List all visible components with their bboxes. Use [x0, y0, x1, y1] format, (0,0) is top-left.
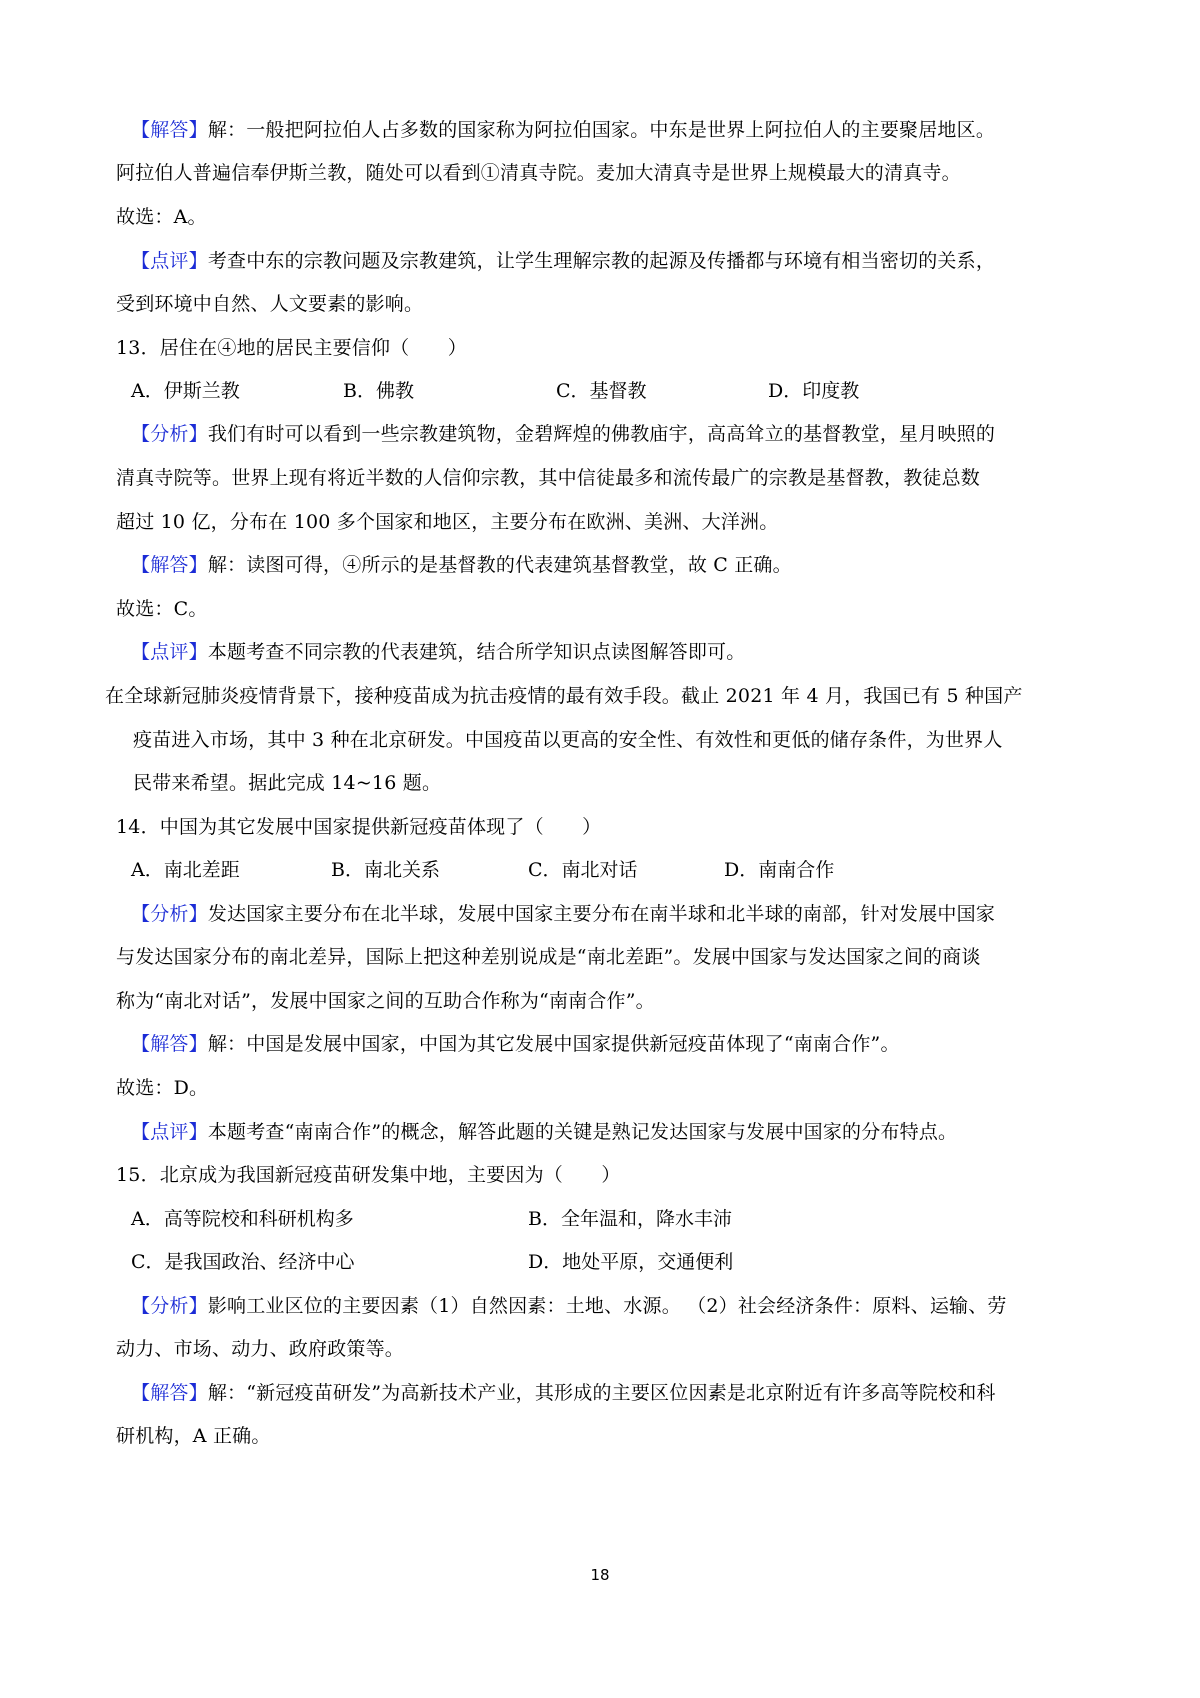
q12-jieda-line2: 阿拉伯人普遍信奉伊斯兰教，随处可以看到①清真寺院。麦加大清真寺是世界上规模最大的清真寺。 — [116, 162, 961, 184]
dianping-tag: 【点评】 — [131, 250, 208, 272]
q15-question: 15．北京成为我国新冠疫苗研发集中地，主要因为（ ） — [116, 1164, 621, 1186]
q15-option-d: D．地处平原，交通便利 — [528, 1251, 734, 1273]
jieda-tag: 【解答】 — [131, 119, 208, 141]
q14-option-a: A．南北差距 — [131, 859, 240, 881]
q13-option-d: D．印度教 — [768, 380, 860, 402]
q14-option-b: B．南北关系 — [331, 859, 440, 881]
q13-dianping-line1: 【点评】本题考查不同宗教的代表建筑，结合所学知识点读图解答即可。 — [131, 641, 746, 663]
q15-option-c: C．是我国政治、经济中心 — [131, 1251, 355, 1273]
q13-fenxi-line2: 清真寺院等。世界上现有将近半数的人信仰宗教，其中信徒最多和流传最广的宗教是基督教，教徒总数 — [116, 467, 981, 489]
jieda-tag: 【解答】 — [131, 1382, 208, 1404]
q15-jieda-line1: 【解答】解：“新冠疫苗研发”为高新技术产业，其形成的主要区位因素是北京附近有许多高等院校和科 — [131, 1382, 996, 1404]
q12-dianping-line1: 【点评】考查中东的宗教问题及宗教建筑，让学生理解宗教的起源及传播都与环境有相当密切的关系， — [131, 250, 996, 272]
fenxi-tag: 【分析】 — [131, 903, 208, 925]
fenxi-tag: 【分析】 — [131, 423, 208, 445]
q13-answer: 故选：C。 — [116, 598, 208, 620]
q14-fenxi-line2: 与发达国家分布的南北差异，国际上把这种差别说成是“南北差距”。发展中国家与发达国家之间的商谈 — [116, 946, 981, 968]
q14-option-d: D．南南合作 — [724, 859, 835, 881]
q15-fenxi-line1: 【分析】影响工业区位的主要因素（1）自然因素：土地、水源。 （2）社会经济条件：原料、运输、劳 — [131, 1295, 1007, 1317]
q13-option-b: B．佛教 — [343, 380, 414, 402]
page-number: 18 — [590, 1566, 610, 1584]
q14-dianping-line1: 【点评】本题考查“南南合作”的概念，解答此题的关键是熟记发达国家与发展中国家的分布特点。 — [131, 1121, 958, 1143]
q15-option-b: B．全年温和，降水丰沛 — [528, 1208, 732, 1230]
intro-line2: 疫苗进入市场，其中 3 种在北京研发。中国疫苗以更高的安全性、有效性和更低的储存条件，为世界人 — [133, 729, 1003, 751]
q12-dianping-line2: 受到环境中自然、人文要素的影响。 — [116, 293, 424, 315]
q15-option-a: A．高等院校和科研机构多 — [131, 1208, 354, 1230]
intro-line1: 在全球新冠肺炎疫情背景下，接种疫苗成为抗击疫情的最有效手段。截止 2021 年 4 月，我国已有 5 种国产 — [105, 685, 1023, 707]
q12-jieda-line1: 【解答】解：一般把阿拉伯人占多数的国家称为阿拉伯国家。中东是世界上阿拉伯人的主要聚居地区。 — [131, 119, 996, 141]
jieda-tag: 【解答】 — [131, 1033, 208, 1055]
dianping-tag: 【点评】 — [131, 641, 208, 663]
q13-option-a: A．伊斯兰教 — [131, 380, 240, 402]
q15-jieda-line2: 研机构，A 正确。 — [116, 1425, 271, 1447]
q13-jieda-line1: 【解答】解：读图可得，④所示的是基督教的代表建筑基督教堂，故 C 正确。 — [131, 554, 792, 576]
jieda-tag: 【解答】 — [131, 554, 208, 576]
q14-fenxi-line3: 称为“南北对话”，发展中国家之间的互助合作称为“南南合作”。 — [116, 990, 655, 1012]
q13-fenxi-line3: 超过 10 亿，分布在 100 多个国家和地区，主要分布在欧洲、美洲、大洋洲。 — [116, 511, 779, 533]
intro-line3: 民带来希望。据此完成 14~16 题。 — [133, 772, 442, 794]
q13-fenxi-line1: 【分析】我们有时可以看到一些宗教建筑物，金碧辉煌的佛教庙宇，高高耸立的基督教堂，星月映照的 — [131, 423, 996, 445]
q15-fenxi-line2: 动力、市场、动力、政府政策等。 — [116, 1338, 405, 1360]
q14-question: 14．中国为其它发展中国家提供新冠疫苗体现了（ ） — [116, 816, 602, 838]
q14-fenxi-line1: 【分析】发达国家主要分布在北半球，发展中国家主要分布在南半球和北半球的南部，针对发展中国家 — [131, 903, 996, 925]
q13-question: 13．居住在④地的居民主要信仰（ ） — [116, 337, 467, 359]
q14-answer: 故选：D。 — [116, 1077, 209, 1099]
q14-jieda-line1: 【解答】解：中国是发展中国家，中国为其它发展中国家提供新冠疫苗体现了“南南合作”。 — [131, 1033, 900, 1055]
fenxi-tag: 【分析】 — [131, 1295, 208, 1317]
q13-option-c: C．基督教 — [556, 380, 647, 402]
q12-answer: 故选：A。 — [116, 206, 207, 228]
dianping-tag: 【点评】 — [131, 1121, 208, 1143]
q14-option-c: C．南北对话 — [528, 859, 638, 881]
